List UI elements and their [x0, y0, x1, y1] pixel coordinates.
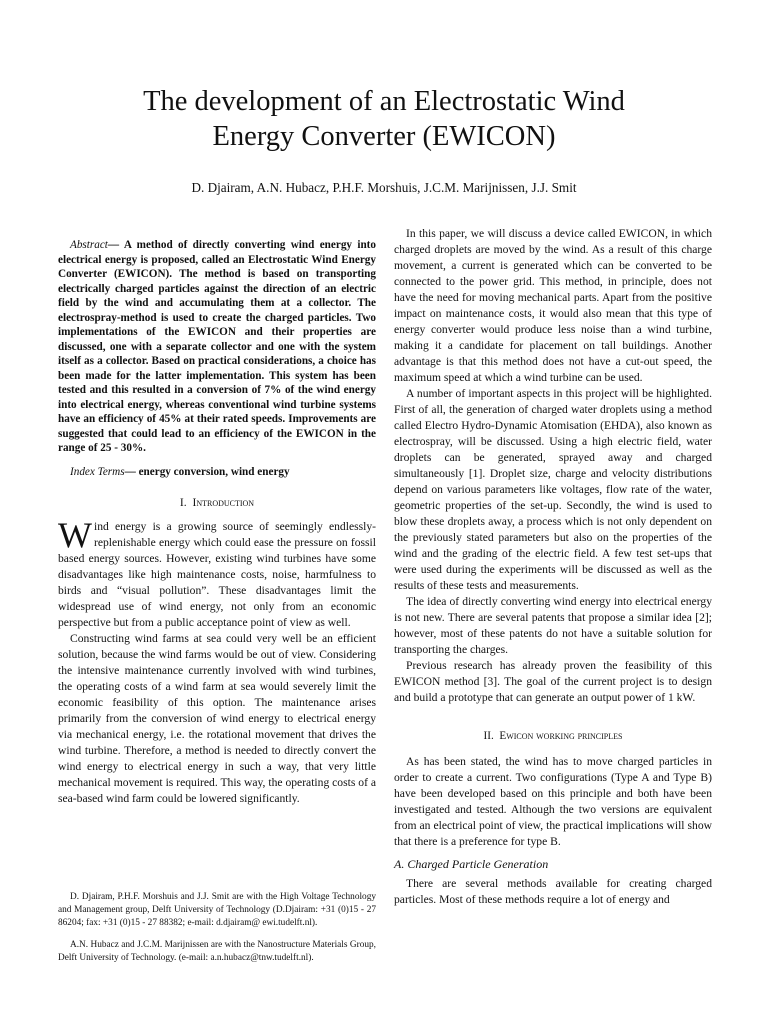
intro-paragraph-2: Constructing wind farms at sea could very well be an efficient solution, because the wind farms would be out of view. Considering the intensive maintenance currently involved with wind turbines, the operating costs of a wind farm at sea would severely limit the economic feasibility of this option. The maintenance arises primarily from the conversion of wind energy to electrical energy via mechanical energy, i.e. the rotational movement that drives the wind turbine. Therefore, a method is needed to directly convert the wind energy to electrical energy in such a way, that very little mechanical movement is required. This way, the operating costs of a sea-based wind farm could be lowered significantly. [58, 632, 376, 805]
index-terms-text: — energy conversion, wind energy [124, 465, 290, 478]
index-terms [58, 465, 376, 480]
abstract-label: Abstract [70, 239, 108, 251]
abstract [58, 238, 376, 456]
paper-title [40, 84, 728, 154]
intro-paragraph-1 [58, 515, 376, 631]
right-paragraph-3: The idea of directly converting wind energy into electrical energy is not new. There are several patents that propose a similar idea [2]; however, most of these patents do not have a suitable solution for transporting the charges. [394, 595, 712, 656]
section-2-heading [394, 728, 712, 744]
intro-paragraph-1-text: ind energy is a growing source of seemingly endlessly-replenishable energy which could ease the pressure on fossil based energy sources. However, existing wind turbines have some disadvantages like high maintenance costs, noise, harmfulness to birds and “visual pollution”. These disadvantages limit the widespread use of wind energy, not only from an economic perspective but from a public acceptance point of view as well. [58, 520, 376, 629]
author-list: D. Djairam, A.N. Hubacz, P.H.F. Morshuis, J.C.M. Marijnissen, J.J. Smit [191, 180, 577, 195]
section-2-title: Ewicon working principles [499, 730, 623, 742]
right-paragraph-4: Previous research has already proven the feasibility of this EWICON method [3]. The goal of the current project is to design and build a prototype that can generate an output power of 1 kW. [394, 659, 712, 704]
section-1-title: Introduction [192, 496, 255, 509]
drop-cap: W [58, 515, 92, 555]
title-line-1: The development of an Electrostatic Wind [143, 86, 625, 117]
footnote-2: A.N. Hubacz and J.C.M. Marijnissen are with the Nanostructure Materials Group, Delft University of Technology. (e-mail: a.n.hubacz@tnw.tudelft.nl). [58, 939, 376, 963]
right-paragraph-5: As has been stated, the wind has to move charged particles in order to create a current. Two configurations (Type A and Type B) have been developed based on this principle and both have been investigated and tested. Although the two versions are equivalent from an electrical point of view, the practical implications will show that there is a preference for type B. [394, 755, 712, 848]
left-column [58, 238, 376, 807]
footnotes [58, 882, 376, 974]
section-1-heading [58, 495, 376, 511]
section-2-numeral: II. [483, 730, 494, 742]
abstract-text: — A method of directly converting wind energy into electrical energy is proposed, called an Electrostatic Wind Energy Converter (EWICON). The method is based on transporting electrically charged particles against the direction of an electric field by the wind and accumulating them at a collector. The electrospray-method is used to create the charged particles. Two implementations of the EWICON and their properties are discussed, one with a separate collector and one with the system itself as a collector. Based on practical considerations, a choice has been made for the latter implementation. This system has been tested and this resulted in a conversion of 7% of the wind energy into electrical energy, whereas conventional wind turbine systems have an efficiency of 45% at their rated speeds. Improvements are suggested that could lead to an efficiency of the EWICON in the range of 25 - 30%. [58, 239, 376, 454]
section-1-numeral: I. [179, 496, 187, 509]
index-terms-label: Index Terms [70, 465, 125, 478]
subsection-a-heading: A. Charged Particle Generation [394, 857, 549, 871]
footnote-1: D. Djairam, P.H.F. Morshuis and J.J. Smit are with the High Voltage Technology and Management group, Delft University of Technology (D.Djairam: +31 (0)15 - 27 86204; fax: +31 (0)15 - 27 88382; e-mail: d.djairam@ ewi.tudelft.nl). [58, 892, 376, 928]
right-paragraph-1: In this paper, we will discuss a device called EWICON, in which charged droplets are moved by the wind. As a result of this charge movement, a current is generated which can be converted to be connected to the power grid. This method, in principle, does not have the need for moving mechanical parts. Apart from the positive impact on maintenance costs, it would also mean that this type of energy converter would produce less noise than a wind turbine, making it a candidate for placement on tall buildings. Another advantage is that this method does not have a cut-out speed, the maximum speed at which a wind turbine can be used. [394, 227, 712, 384]
right-column [394, 226, 712, 908]
right-paragraph-2: A number of important aspects in this project will be highlighted. First of all, the generation of charged water droplets using a method called Electro Hydro-Dynamic Atomisation (EHDA), also known as electrospray, will be discussed. Using a high electric field, water droplets can be generated, sprayed away and charged simultaneously [1]. Droplet size, charge and velocity distributions depend on various parameters like voltages, flow rate of the water, geometric properties of the set-up. Secondly, the wind is used to blow these droplets away, a process which is not only dependent on the previously stated parameters but also on the properties of the wind and the grading of the electric field. A few test set-ups that were used during the experiments will be discussed as well as the results of these tests and measurements. [394, 387, 712, 592]
title-line-2: Energy Converter (EWICON) [212, 121, 556, 152]
right-paragraph-6: There are several methods available for creating charged particles. Most of these methods require a lot of energy and [394, 877, 712, 906]
